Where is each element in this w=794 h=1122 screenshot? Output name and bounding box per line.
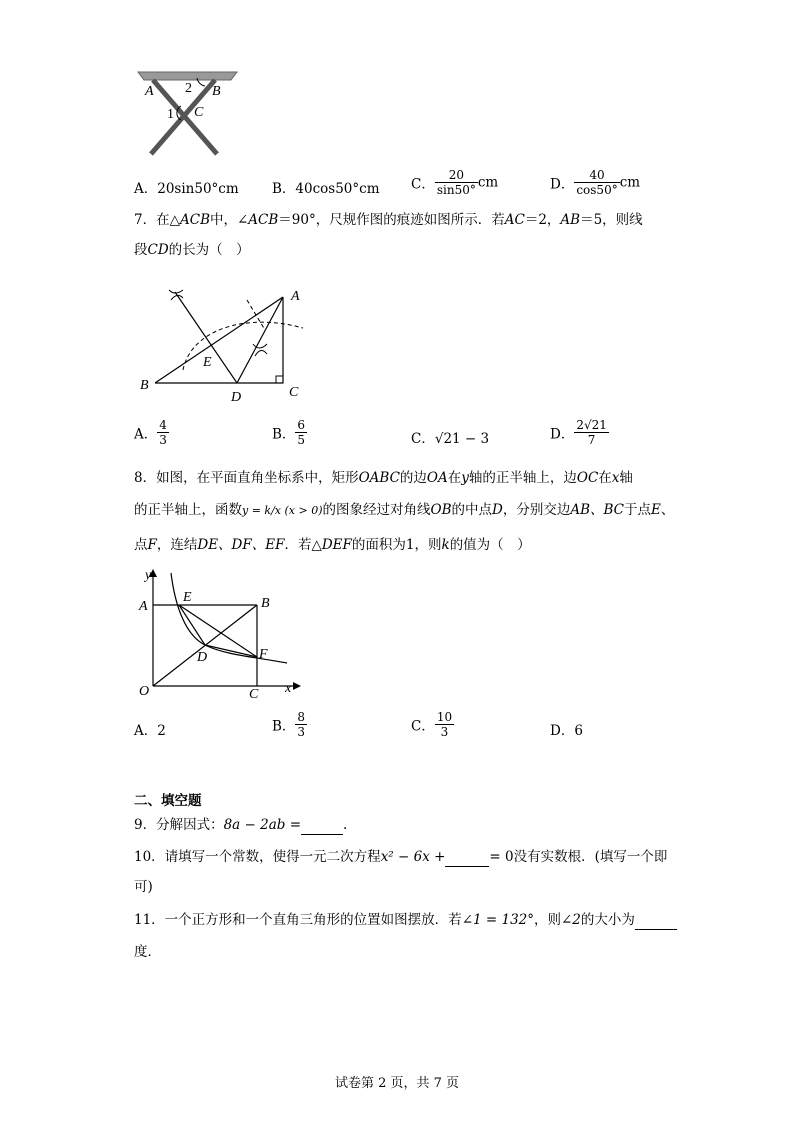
q6-option-c <box>411 168 498 197</box>
label-B: B <box>261 596 270 611</box>
label-F: F <box>259 647 268 662</box>
x-axis-arrow <box>293 682 301 690</box>
dashed-line <box>247 300 265 330</box>
label-x: x <box>285 681 292 696</box>
hyperbola-curve <box>171 573 287 663</box>
answer-blank[interactable] <box>301 818 343 835</box>
label-O: O <box>139 684 150 699</box>
scissors-figure <box>135 68 240 158</box>
option-letter: D． <box>550 176 575 193</box>
label-1: 1 <box>167 107 174 122</box>
label-C: C <box>249 687 259 700</box>
fraction: $\frac{4}{3}$ <box>159 418 167 447</box>
label-2: 2 <box>185 81 192 96</box>
label-D: D <box>197 650 208 665</box>
segment-AD <box>237 297 283 383</box>
unit: cm <box>619 174 641 191</box>
q7-option-b: B． $\frac{6}{5}$ <box>272 418 306 447</box>
q8-option-b: B． $\frac{8}{3}$ <box>272 710 306 739</box>
q8-coordinate-figure <box>135 565 305 700</box>
q8-line1: 8．如图，在平面直角坐标系中，矩形OABC的边OA在y轴的正半轴上，边OC在x轴 <box>134 470 633 486</box>
q8-option-d: D．6 <box>550 723 583 739</box>
q8-option-c: C． $\frac{10}{3}$ <box>411 710 453 739</box>
label-y: y <box>145 568 152 583</box>
label-A: A <box>145 84 154 99</box>
label-A: A <box>291 289 300 304</box>
option-text: 40cos50°cm <box>295 181 380 197</box>
q6-option-a <box>134 177 239 197</box>
fraction: $\frac{2√21}{7}$ <box>576 418 607 447</box>
option-letter: B． <box>272 181 296 197</box>
segment-EF <box>179 605 257 657</box>
q7-option-c: C．√21 − 3 <box>411 431 490 447</box>
construction-arc-top-2 <box>171 295 183 300</box>
label-B: B <box>140 378 149 393</box>
q8-option-a: A．2 <box>134 723 166 739</box>
q7-option-d: D． $\frac{2√21}{7}$ <box>550 418 607 447</box>
q7-triangle-figure <box>135 280 310 405</box>
q6-option-d <box>550 168 640 197</box>
segment-DF <box>205 645 257 657</box>
fraction: $\frac{40}{\cos 50^\circ}$ <box>576 168 618 197</box>
fraction: $\frac{20}{\sin 50^\circ}$ <box>436 168 476 197</box>
construction-arc-top-1 <box>169 290 183 293</box>
right-angle-mark <box>276 376 283 383</box>
q7-option-a: A． $\frac{4}{3}$ <box>134 418 167 447</box>
q7-line1: 7．在△ACB中，∠ACB＝90°，尺规作图的痕迹如图所示．若AC＝2，AB＝5，则线 <box>134 212 643 228</box>
side-AB <box>155 297 283 383</box>
page-footer: 试卷第 2 页，共 7 页 <box>334 1076 460 1091</box>
q10-line2: 可) <box>134 879 153 895</box>
fraction: $\frac{6}{5}$ <box>297 418 306 447</box>
label-D: D <box>231 390 242 405</box>
answer-blank[interactable] <box>635 913 677 930</box>
construction-arc-mid-2 <box>255 350 267 356</box>
option-letter: C． <box>411 176 435 193</box>
label-A: A <box>139 599 148 614</box>
q8-line2: 的正半轴上，函数y = k/x (x > 0)的图象经过对角线OB的中点D，分别交边AB、BC于点E、 <box>134 502 675 518</box>
fraction: $\frac{10}{3}$ <box>436 710 453 739</box>
label-E: E <box>183 590 192 605</box>
scissors-top-bar <box>138 72 237 80</box>
segment-ED <box>179 605 205 645</box>
q9: 9．分解因式：8a − 2ab = . <box>134 817 348 833</box>
label-C: C <box>289 385 299 400</box>
label-C: C <box>194 105 204 120</box>
q7-line2: 段CD的长为（ ） <box>134 242 250 258</box>
option-text: 20sin50°cm <box>157 181 239 197</box>
section-title: 二、填空题 <box>134 793 202 809</box>
q8-line3: 点F，连结DE、DF、EF．若△DEF的面积为1，则k的值为（ ） <box>134 537 531 553</box>
construction-arc-mid-1 <box>253 344 267 348</box>
fraction: $\frac{8}{3}$ <box>297 710 306 739</box>
q11-line2: 度． <box>134 944 161 960</box>
q11-line1: 11．一个正方形和一个直角三角形的位置如图摆放．若∠1 = 132°，则∠2的大小为 <box>134 910 677 930</box>
answer-blank[interactable] <box>445 850 489 867</box>
unit: cm <box>477 174 499 191</box>
label-B: B <box>212 84 221 99</box>
label-E: E <box>203 355 212 370</box>
q10-line1: 10．请填写一个常数，使得一元二次方程x² − 6x + = 0没有实数根．(填写一个即 <box>134 849 668 865</box>
option-letter: A． <box>134 181 158 197</box>
q6-option-b <box>272 177 380 197</box>
